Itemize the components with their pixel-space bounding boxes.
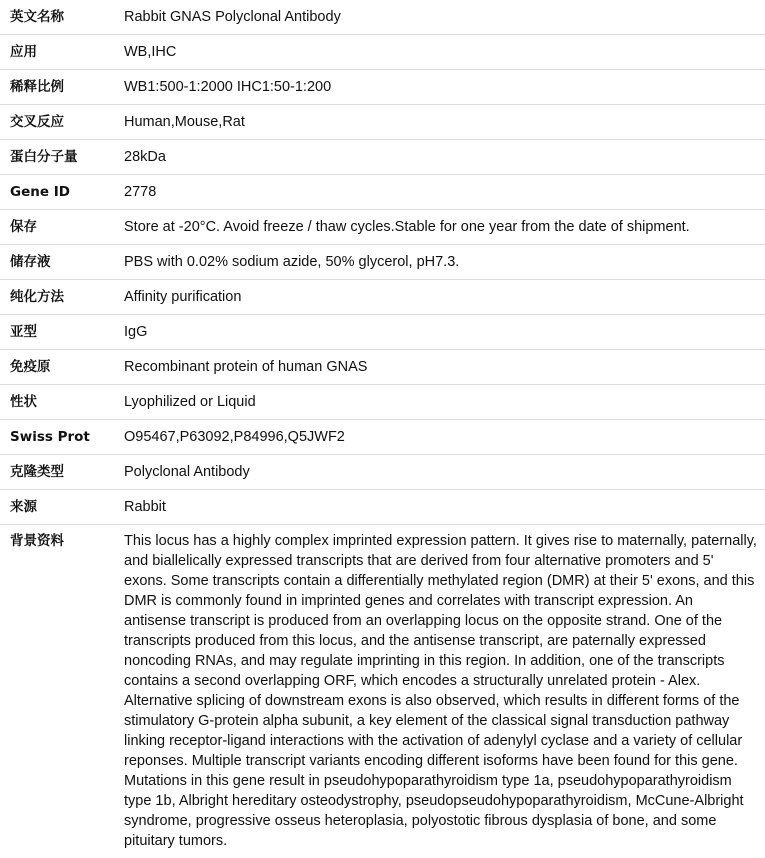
spec-value: Polyclonal Antibody	[124, 455, 765, 490]
spec-label: 背景资料	[0, 525, 124, 858]
spec-row	[0, 175, 765, 210]
spec-value: O95467,P63092,P84996,Q5JWF2	[124, 420, 765, 455]
spec-value: 2778	[124, 175, 765, 210]
spec-label: 亚型	[0, 315, 124, 350]
spec-row	[0, 140, 765, 175]
spec-row	[0, 280, 765, 315]
spec-label: 性状	[0, 385, 124, 420]
spec-value: Affinity purification	[124, 280, 765, 315]
spec-row	[0, 525, 765, 858]
spec-value: Human,Mouse,Rat	[124, 105, 765, 140]
spec-label: 保存	[0, 210, 124, 245]
spec-row	[0, 245, 765, 280]
spec-row	[0, 455, 765, 490]
spec-value: Store at -20°C. Avoid freeze / thaw cycles.Stable for one year from the date of shipment.	[124, 210, 765, 245]
spec-row	[0, 385, 765, 420]
spec-row	[0, 35, 765, 70]
spec-value: This locus has a highly complex imprinted expression pattern. It gives rise to maternally, paternally, and biallelically expressed transcripts that are derived from four alternative promoters and 5' exons. Some transcripts contain a differentially methylated region (DMR) at their 5' exons, and this DMR is commonly found in imprinted genes and correlates with transcript expression. An antisense transcript is produced from an overlapping locus on the opposite strand. One of the transcripts produced from this locus, and the antisense transcript, are paternally expressed noncoding RNAs, and may regulate imprinting in this region. In addition, one of the transcripts contains a second overlapping ORF, which encodes a structurally unrelated protein - Alex. Alternative splicing of downstream exons is also observed, which results in different forms of the stimulatory G-protein alpha subunit, a key element of the classical signal transduction pathway linking receptor-ligand interactions with the activation of adenylyl cyclase and a variety of cellular reponses. Multiple transcript variants encoding different isoforms have been found for this gene. Mutations in this gene result in pseudohypoparathyroidism type 1a, pseudohypoparathyroidism type 1b, Albright hereditary osteodystrophy, pseudopseudohypoparathyroidism, McCune-Albright syndrome, progressive osseus heteroplasia, polyostotic fibrous dysplasia of bone, and some pituitary tumors.	[124, 525, 765, 858]
spec-row	[0, 105, 765, 140]
spec-value: WB,IHC	[124, 35, 765, 70]
spec-label: 稀释比例	[0, 70, 124, 105]
spec-label: 来源	[0, 490, 124, 525]
spec-row	[0, 420, 765, 455]
spec-label: Gene ID	[0, 175, 124, 210]
spec-label: 英文名称	[0, 0, 124, 35]
spec-value: Rabbit	[124, 490, 765, 525]
spec-label: Swiss Prot	[0, 420, 124, 455]
spec-row	[0, 315, 765, 350]
spec-row	[0, 210, 765, 245]
spec-label: 交叉反应	[0, 105, 124, 140]
spec-label: 应用	[0, 35, 124, 70]
spec-value: 28kDa	[124, 140, 765, 175]
spec-row	[0, 0, 765, 35]
spec-label: 蛋白分子量	[0, 140, 124, 175]
spec-value: WB1:500-1:2000 IHC1:50-1:200	[124, 70, 765, 105]
spec-value: PBS with 0.02% sodium azide, 50% glycerol, pH7.3.	[124, 245, 765, 280]
spec-row	[0, 70, 765, 105]
spec-label: 克隆类型	[0, 455, 124, 490]
spec-value: IgG	[124, 315, 765, 350]
spec-row	[0, 350, 765, 385]
spec-label: 免疫原	[0, 350, 124, 385]
spec-value: Lyophilized or Liquid	[124, 385, 765, 420]
spec-label: 储存液	[0, 245, 124, 280]
spec-value: Rabbit GNAS Polyclonal Antibody	[124, 0, 765, 35]
spec-value: Recombinant protein of human GNAS	[124, 350, 765, 385]
spec-label: 纯化方法	[0, 280, 124, 315]
spec-row	[0, 490, 765, 525]
